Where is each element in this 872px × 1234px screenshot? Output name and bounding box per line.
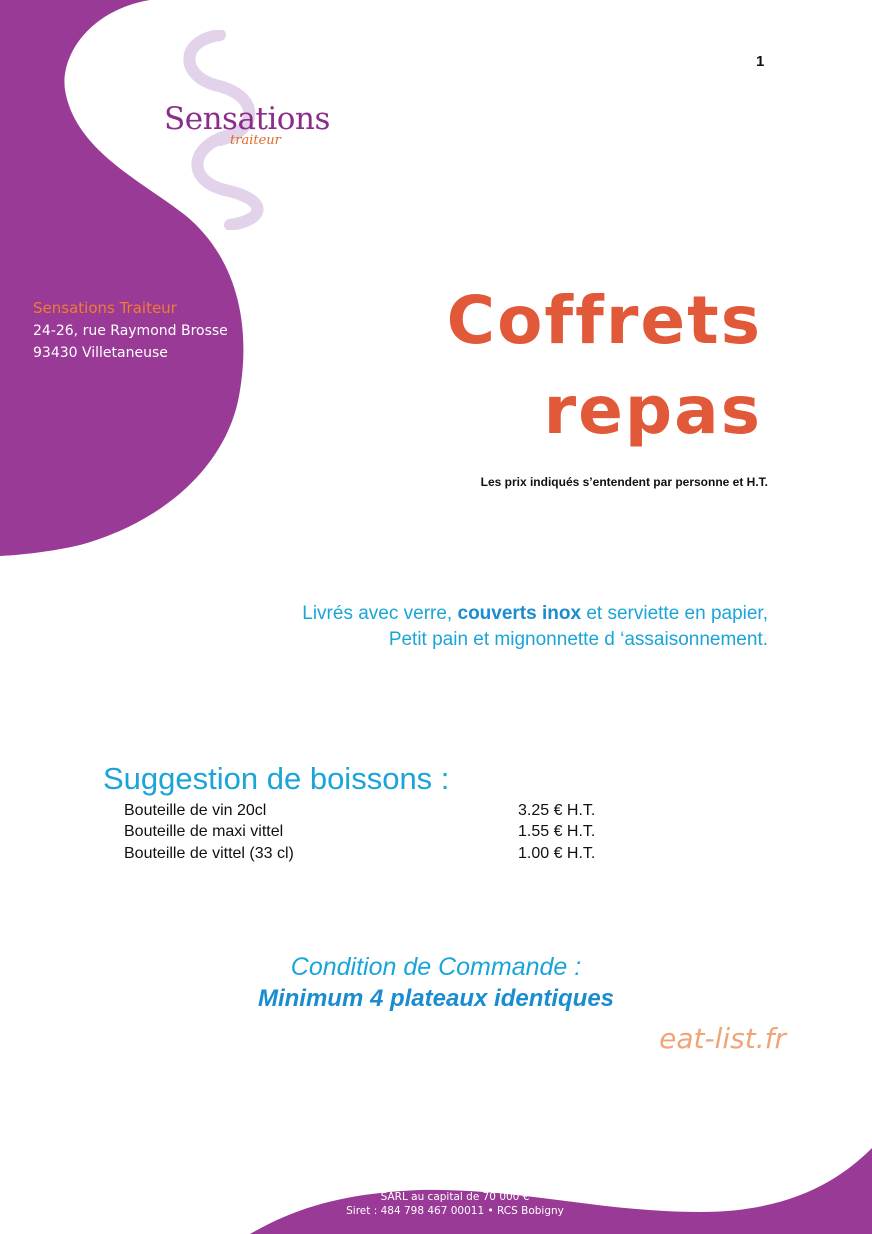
delivery-text-before: Livrés avec verre, — [302, 603, 458, 624]
drink-item-name: Bouteille de vittel (33 cl) — [124, 845, 294, 862]
company-address-street: 24-26, rue Raymond Brosse — [33, 323, 228, 339]
delivery-highlight: couverts inox — [457, 603, 582, 624]
drink-item-price: 1.55 € H.T. — [518, 823, 596, 840]
drinks-heading: Suggestion de boissons : — [103, 761, 450, 796]
company-address-city: 93430 Villetaneuse — [33, 345, 168, 361]
drink-item-name: Bouteille de maxi vittel — [124, 823, 284, 840]
company-name: Sensations Traiteur — [33, 299, 177, 317]
page-title-line2: repas — [543, 372, 762, 449]
delivery-text-after: et serviette en papier, — [581, 603, 768, 624]
page-title-line1: Coffrets — [446, 282, 762, 359]
drink-item-name: Bouteille de vin 20cl — [124, 802, 267, 819]
drink-item-price: 3.25 € H.T. — [518, 802, 596, 819]
logo-text: Sensations — [164, 101, 330, 137]
delivery-info-line2: Petit pain et mignonnette d ‘assaisonnement. — [388, 629, 768, 650]
price-note: Les prix indiqués s’entendent par personne et H.T. — [480, 475, 768, 489]
logo-subtext: traiteur — [230, 133, 281, 148]
page-number: 1 — [756, 53, 765, 70]
drink-item-price: 1.00 € H.T. — [518, 845, 596, 862]
legal-siret: Siret : 484 798 467 00011 • RCS Bobigny — [346, 1205, 564, 1217]
order-condition-detail: Minimum 4 plateaux identiques — [257, 985, 615, 1012]
delivery-info-line1 — [148, 603, 768, 625]
order-condition-title: Condition de Commande : — [290, 953, 582, 981]
legal-capital: SARL au capital de 70 000 € — [380, 1191, 530, 1203]
site-watermark: eat-list.fr — [659, 1022, 786, 1055]
